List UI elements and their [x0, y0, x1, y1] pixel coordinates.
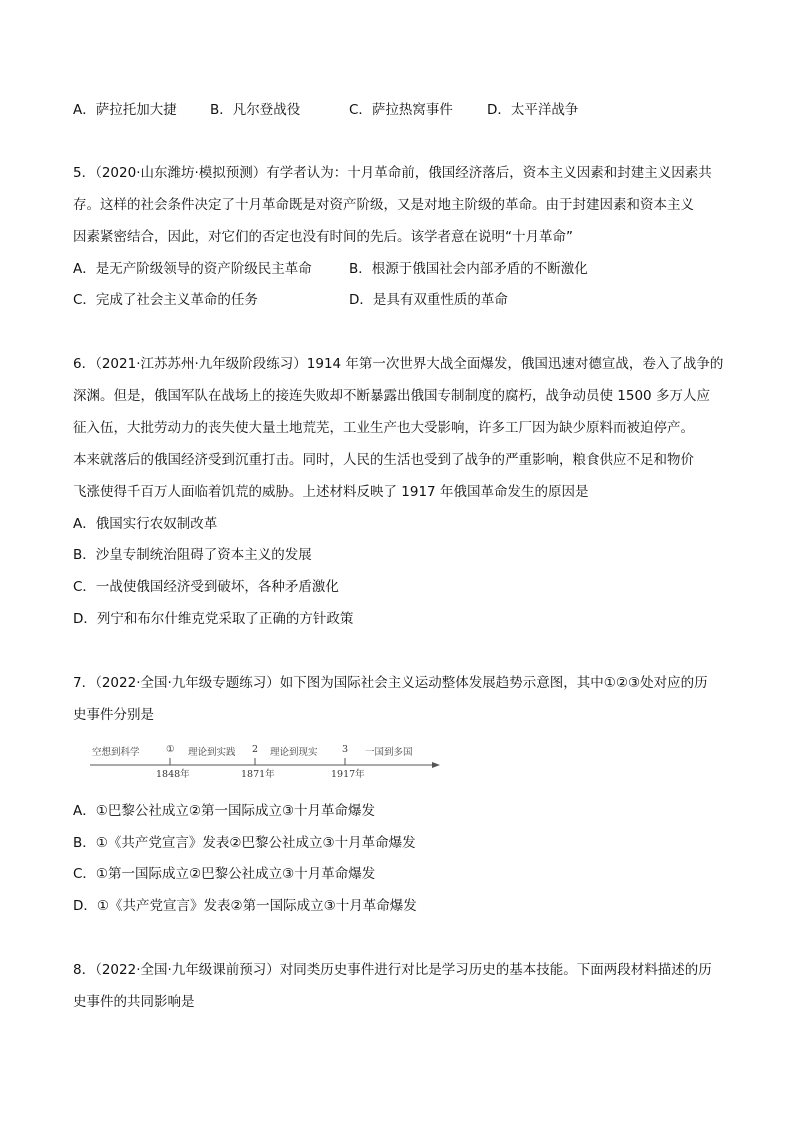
timeline-marker-3: 3	[342, 744, 349, 755]
timeline-year-2: 1871年	[241, 769, 275, 780]
q6-option-c[interactable]: C．一战使俄国经济受到破坏，各种矛盾激化	[73, 579, 339, 595]
q8-stem-line-1: 8．（2022·全国·九年级课前预习）对同类历史事件进行对比是学习历史的基本技能。下面两段材料描述的历	[73, 962, 712, 978]
q7-option-c[interactable]: C．①第一国际成立②巴黎公社成立③十月革命爆发	[73, 866, 376, 882]
q6-stem-line-2: 深渊。但是，俄国军队在战场上的接连失败却不断暴露出俄国专制制度的腐朽，战争动员使 1500 多万人应	[73, 388, 710, 404]
q5-stem-line-3: 因素紧密结合，因此，对它们的否定也没有时间的先后。该学者意在说明“十月革命”	[73, 229, 573, 245]
q6-stem-line-1: 6．（2021·江苏苏州·九年级阶段练习）1914 年第一次世界大战全面爆发，俄国迅速对德宣战，卷入了战争的	[73, 356, 724, 372]
q7-option-b[interactable]: B．①《共产党宣言》发表②巴黎公社成立③十月革命爆发	[73, 835, 416, 851]
q7-stem-line-1: 7．（2022·全国·九年级专题练习）如下图为国际社会主义运动整体发展趋势示意图，其中①②③处对应的历	[73, 675, 708, 691]
timeline-stage-2: 理论到实践	[188, 747, 236, 758]
timeline-year-1: 1848年	[156, 769, 190, 780]
q5-stem-line-1: 5．（2020·山东潍坊·模拟预测）有学者认为：十月革命前，俄国经济落后，资本主义因素和封建主义因素共	[73, 165, 712, 181]
timeline-stage-4: 一国到多国	[365, 747, 413, 758]
q6-stem-line-4: 本来就落后的俄国经济受到沉重打击。同时，人民的生活也受到了战争的严重影响，粮食供应不足和物价	[73, 452, 694, 468]
timeline-year-3: 1917年	[331, 769, 365, 780]
q5-stem-line-2: 存。这样的社会条件决定了十月革命既是对资产阶级，又是对地主阶级的革命。由于封建因素和资本主义	[73, 197, 694, 213]
q4-option-d[interactable]: D．太平洋战争	[487, 102, 579, 118]
q6-option-d[interactable]: D．列宁和布尔什维克党采取了正确的方针政策	[73, 611, 354, 627]
timeline-svg	[90, 738, 440, 780]
q7-option-d[interactable]: D．①《共产党宣言》发表②第一国际成立③十月革命爆发	[73, 898, 417, 914]
q7-stem-line-2: 史事件分别是	[73, 707, 154, 723]
q8-stem-line-2: 史事件的共同影响是	[73, 994, 195, 1010]
timeline-marker-2: 2	[252, 744, 259, 755]
q6-option-a[interactable]: A．俄国实行农奴制改革	[73, 516, 218, 532]
q5-option-b[interactable]: B．根源于俄国社会内部矛盾的不断激化	[349, 261, 588, 277]
q6-stem-line-5: 飞涨使得千百万人面临着饥荒的威胁。上述材料反映了 1917 年俄国革命发生的原因是	[73, 484, 589, 500]
timeline-marker-1: ①	[166, 744, 175, 755]
q4-option-a[interactable]: A．萨拉托加大捷	[73, 102, 177, 118]
q6-stem-line-3: 征入伍，大批劳动力的丧失使大量土地荒芜，工业生产也大受影响，许多工厂因为缺少原料而被迫停产。	[73, 420, 694, 436]
timeline-arrowhead	[432, 762, 440, 768]
q5-option-c[interactable]: C．完成了社会主义革命的任务	[73, 292, 258, 308]
q5-option-d[interactable]: D．是具有双重性质的革命	[349, 292, 508, 308]
q4-option-b[interactable]: B．凡尔登战役	[210, 102, 301, 118]
socialism-timeline-diagram	[90, 738, 440, 780]
q7-option-a[interactable]: A．①巴黎公社成立②第一国际成立③十月革命爆发	[73, 803, 376, 819]
q6-option-b[interactable]: B．沙皇专制统治阻碍了资本主义的发展	[73, 547, 312, 563]
timeline-stage-1: 空想到科学	[92, 747, 140, 758]
timeline-stage-3: 理论到现实	[270, 747, 318, 758]
q5-option-a[interactable]: A．是无产阶级领导的资产阶级民主革命	[73, 261, 312, 277]
q4-option-c[interactable]: C．萨拉热窝事件	[349, 102, 453, 118]
